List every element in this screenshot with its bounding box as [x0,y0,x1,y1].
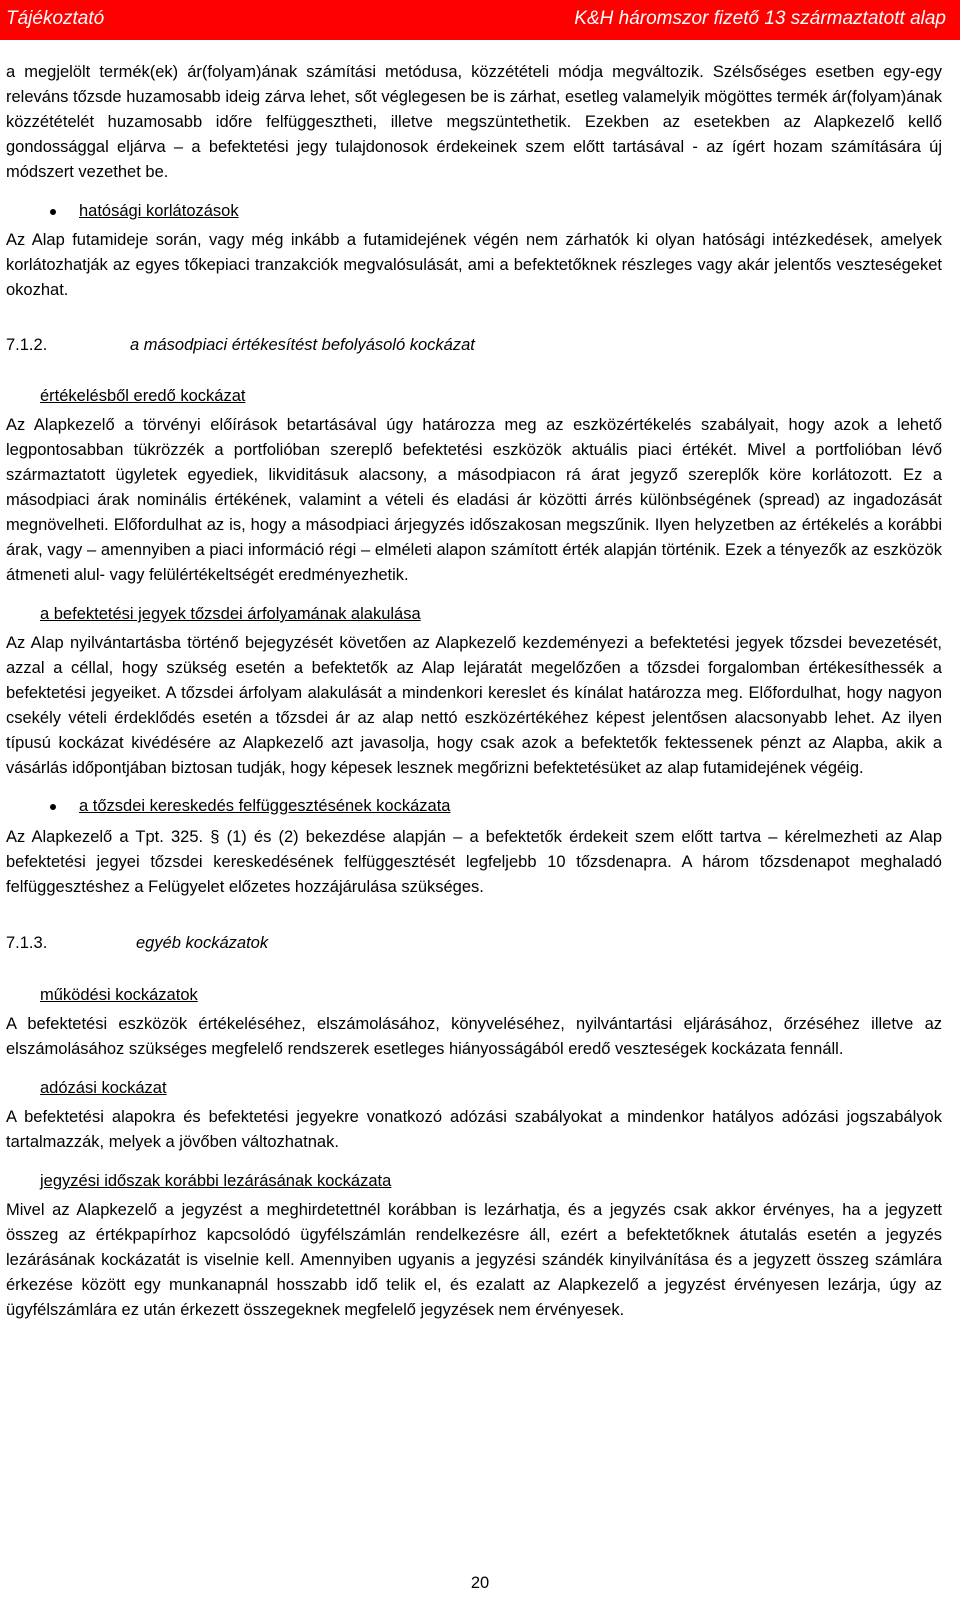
page-number: 20 [470,1574,490,1592]
bullet-felfuggesztes [6,794,942,819]
bullet-label: a tőzsdei kereskedés felfüggesztésének kockázata [79,797,451,815]
bullet-label: hatósági korlátozások [79,202,239,220]
felfuggesztes-paragraph: Az Alapkezelő a Tpt. 325. § (1) és (2) bekezdése alapján – a befektetők érdekeit szem előtt tartva – kérelmezheti az Alap befektetési jegyei tőzsdei kereskedésének felfüggesztését legfeljebb 10 tőzsdenapra. A három tőzsdenapot meghaladó felfüggesztéshez a Felügyelet előzetes hozzájárulása szükséges. [6,828,942,896]
subheading-mukodesi: működési kockázatok [40,986,198,1004]
intro-paragraph: a megjelölt termék(ek) ár(folyam)ának számítási metódusa, közzétételi módja megváltozik. Szélsőséges esetben egy-egy releváns tőzsde huzamosabb ideig zárva lehet, sőt véglegesen be is zárhat, esetleg valamelyik mögöttes termék ár(folyam)ának közzétételét huzamosabb időre felfüggesztheti, illetve megszüntethetik. Ezekben az esetekben az Alapkezelő kellő gondossággal eljárva – a befektetési jegy tulajdonosok érdekeinek szem előtt tartásával - az ígért hozam számítására új módszert vezethet be. [6,63,942,181]
mukodesi-paragraph: A befektetési eszközök értékeléséhez, elszámolásához, könyveléséhez, nyilvántartási eljárásához, őrzéséhez illetve az elszámolásához szükséges megfelelő rendszerek esetleges hiányosságából eredő veszteségek kockázata fennáll. [6,1015,942,1058]
section-number: 7.1.3. [6,934,48,952]
section-title: egyéb kockázatok [136,934,269,952]
section-title: a másodpiaci értékesítést befolyásoló kockázat [130,336,475,354]
section-number: 7.1.2. [6,336,48,354]
document-body [6,60,942,1323]
header-right-title: K&H háromszor fizető 13 származtatott alap [574,8,946,29]
hatosagi-paragraph: Az Alap futamideje során, vagy még inkább a futamidejének végén nem zárhatók ki olyan hatósági intézkedések, amelyek korlátozhatják az egyes tőkepiaci tranzakciók megvalósulását, ami a befektetőknek részleges vagy akár jelentős veszteségeket okozhat. [6,231,942,299]
jegyzesi-paragraph: Mivel az Alapkezelő a jegyzést a meghirdetettnél korábban is lezárhatja, és a jegyzés csak akkor érvényes, ha a jegyzett összeg az értékpapírhoz kapcsolódó ügyfélszámlán rendelkezésre áll, ezért a befektetőknek átutalás esetén a jegyzés lezárásának kockázatát is viselnie kell. Amennyiben ugyanis a jegyzési szándék kinyilvánítása és a jegyzett összeg számlára érkezése között egy munkanapnál hosszabb idő telik el, és ezalatt az Alapkezelő a jegyzést érvényesen lezárja, úgy az ügyfélszámlára ez után érkezett összegeknek megfelelő jegyzések nem érvényesek. [6,1201,942,1319]
section-heading-713 [6,931,942,956]
arfolyam-paragraph: Az Alap nyilvántartásba történő bejegyzését követően az Alapkezelő kezdeményezi a befektetési jegyek tőzsdei bevezetését, azzal a céllal, hogy szükség esetén a befektetők az Alap lejáratát megelőzően a tőzsdei forgalomban értékesíthessék a befektetési jegyeiket. A tőzsdei árfolyam alakulását a mindenkori kereslet és kínálat határozza meg. Előfordulhat, hogy nagyon csekély vételi érdeklődés esetén a tőzsdei ár az alap nettó eszközértékéhez képest jelentősen alacsonyabb lehet. Az ilyen típusú kockázat kivédésére az Alapkezelő azt javasolja, hogy csak azok a befektetők fektessenek pénzt az Alapba, akik a vásárlás időpontjában biztosan tudják, hogy képesek lesznek megőrizni befektetésüket az alap futamidejének végéig. [6,634,942,777]
document-header [0,0,960,40]
bullet-hatosagi [6,199,942,224]
header-left-title: Tájékoztató [6,8,105,29]
subheading-jegyzesi: jegyzési időszak korábbi lezárásának kockázata [40,1172,392,1190]
subheading-adozasi: adózási kockázat [40,1079,167,1097]
bullet-icon [50,209,56,215]
subheading-arfolyam: a befektetési jegyek tőzsdei árfolyamának alakulása [40,605,421,623]
adozasi-paragraph: A befektetési alapokra és befektetési jegyekre vonatkozó adózási szabályokat a mindenkor hatályos adózási jogszabályok tartalmazzák, melyek a jövőben változhatnak. [6,1108,942,1151]
section-heading-712 [6,333,942,358]
bullet-icon [50,804,56,810]
ertekeles-paragraph: Az Alapkezelő a törvényi előírások betartásával úgy határozza meg az eszközértékelés szabályait, hogy azok a lehető legpontosabban tükrözzék a portfolióban szereplő befektetési eszközök aktuális piaci értékét. Mivel a portfolióban lévő származtatott ügyletek egyediek, likviditásuk alacsony, a másodpiacon rá árat jegyző szereplők köre korlátozott. Ez a másodpiaci árak nominális értékének, valamint a vételi és eladási ár közötti árrés különbségének (spread) az ingadozását megnövelheti. Előfordulhat az is, hogy a másodpiaci árjegyzés időszakosan megszűnik. Ilyen helyzetben az értékelés a korábbi árak, vagy – amennyiben a piaci információ régi – elméleti alapon számított érték alapján történik. Ezek a tényezők az eszközök átmeneti alul- vagy felülértékeltségét eredményezhetik. [6,416,942,584]
subheading-ertekeles: értékelésből eredő kockázat [40,387,246,405]
